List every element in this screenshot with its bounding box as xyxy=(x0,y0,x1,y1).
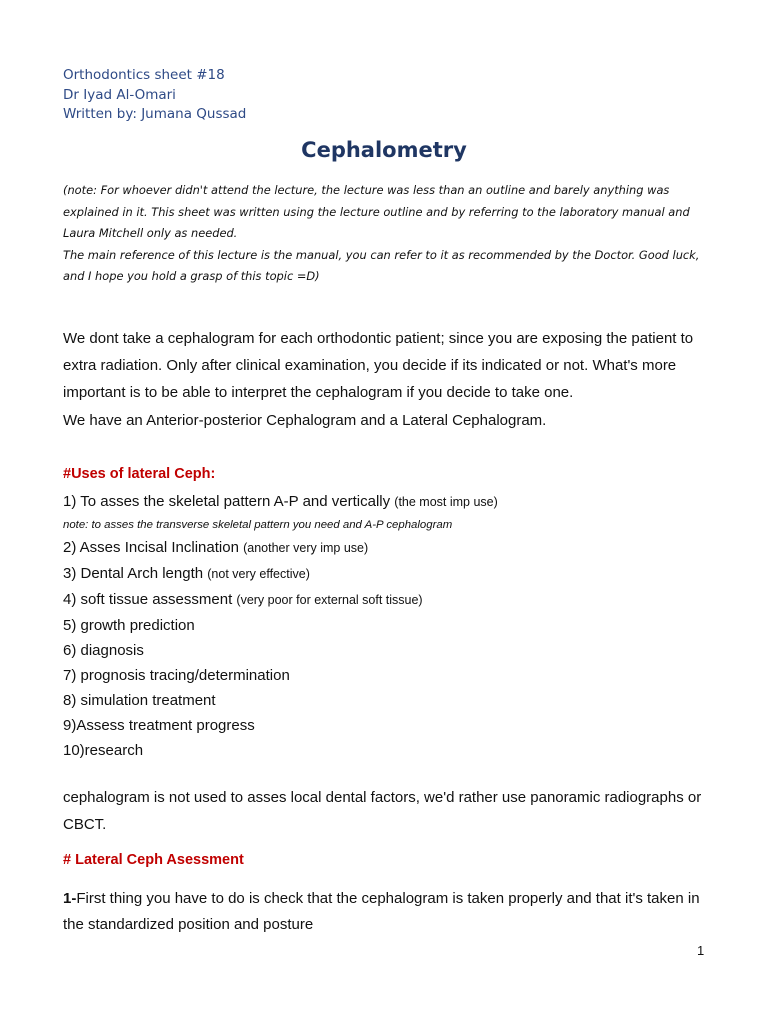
page-title: Cephalometry xyxy=(301,138,467,162)
intro-paragraph-2: We have an Anterior-posterior Cephalogram and a Lateral Cephalogram. xyxy=(63,411,547,429)
author-line: Written by: Jumana Qussad xyxy=(63,106,247,122)
list-item: 8) simulation treatment xyxy=(63,692,216,709)
paragraph-text: cephalogram is not used to asses local dental factors, we'd rather use panoramic radiographs or CBCT. xyxy=(63,789,702,834)
document-header xyxy=(63,66,246,125)
list-item-text: 2) Asses Incisal Inclination xyxy=(63,539,244,556)
note-paragraph-1: (note: For whoever didn't attend the lecture, the lecture was less than an outline and barely anything was explained in it. This sheet was written using the lecture outline and by referring to the laboratory manual and Laura Mitchell only as needed. xyxy=(63,183,690,241)
list-item-text: 4) soft tissue assessment xyxy=(63,591,237,608)
list-item-aside: (very poor for external soft tissue) xyxy=(236,593,423,607)
assessment-heading: # Lateral Ceph Asessment xyxy=(63,852,244,868)
assessment-paragraph xyxy=(63,886,723,938)
step-number: 1- xyxy=(63,890,77,907)
list-item: 7) prognosis tracing/determination xyxy=(63,667,290,684)
list-item: 6) diagnosis xyxy=(63,642,144,659)
doctor-name: Dr Iyad Al-Omari xyxy=(63,86,176,103)
page-number: 1 xyxy=(697,943,705,958)
uses-heading: #Uses of lateral Ceph: xyxy=(63,466,216,482)
list-item-note: note: to asses the transverse skeletal pattern you need and A-P cephalogram xyxy=(63,519,453,531)
list-item xyxy=(63,587,743,613)
list-item-aside: (the most imp use) xyxy=(394,495,498,509)
step-text: First thing you have to do is check that the cephalogram is taken properly and that it's taken in the standardized position and posture xyxy=(63,890,700,933)
list-item-text: 3) Dental Arch length xyxy=(63,565,208,582)
lecture-note xyxy=(63,180,723,288)
sheet-number: Orthodontics sheet #18 xyxy=(63,67,225,83)
list-item xyxy=(63,489,743,515)
list-item: 5) growth prediction xyxy=(63,617,195,634)
paragraph-text xyxy=(63,886,723,938)
intro-paragraph-1: We dont take a cephalogram for each orthodontic patient; since you are exposing the patient to extra radiation. Only after clinical examination, you decide if its indicated or not. What's more important is to be able to interpret the cephalogram if you decide to take one. xyxy=(63,330,694,402)
list-item xyxy=(63,535,743,561)
list-item: 9)Assess treatment progress xyxy=(63,717,255,734)
list-item: 10)research xyxy=(63,742,144,759)
intro-section xyxy=(63,325,723,434)
dental-factors-paragraph xyxy=(63,784,723,838)
note-paragraph-2: The main reference of this lecture is the manual, you can refer to it as recommended by the Doctor. Good luck, and I hope you hold a grasp of this topic =D) xyxy=(63,247,700,284)
list-item-text: 1) To asses the skeletal pattern A-P and vertically xyxy=(63,493,395,510)
list-item-aside: (another very imp use) xyxy=(243,541,369,555)
list-item-aside: (not very effective) xyxy=(207,567,310,581)
uses-list xyxy=(63,489,743,763)
list-item xyxy=(63,561,743,587)
